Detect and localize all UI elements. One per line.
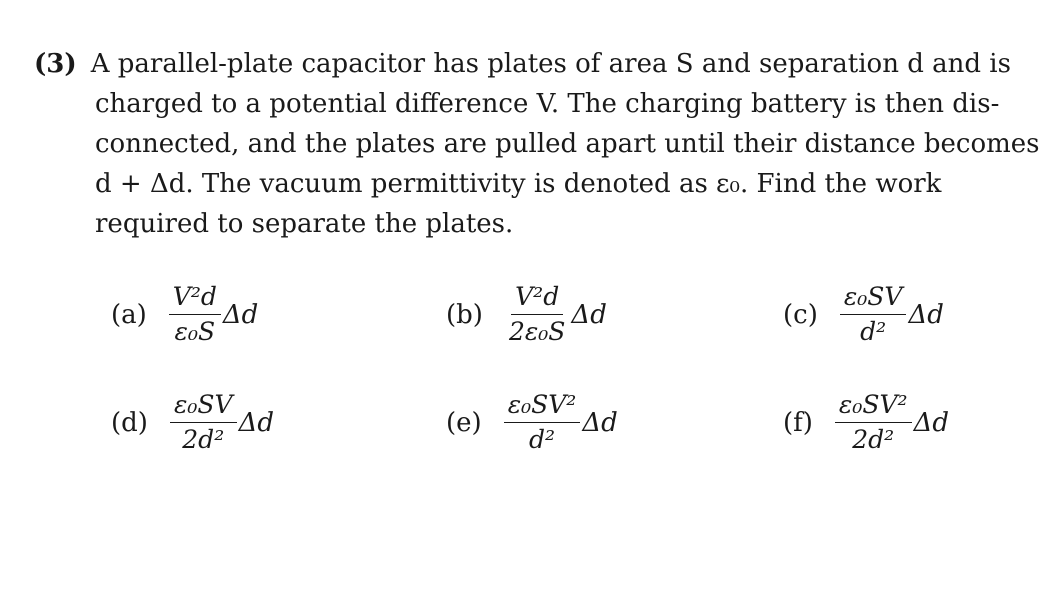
option-fraction xyxy=(835,390,912,455)
problem-number: (3) xyxy=(34,49,77,79)
fraction-denominator: 2d² xyxy=(852,425,895,454)
option-c[interactable] xyxy=(783,282,944,347)
problem-text-line-5: required to separate the plates. xyxy=(95,209,514,239)
option-label: (e) xyxy=(446,407,482,438)
fraction-numerator: V²d xyxy=(169,282,221,315)
option-fraction xyxy=(169,282,221,347)
option-b[interactable] xyxy=(446,282,607,347)
problem-text-line-1: A parallel-plate capacitor has plates of area S and separation d and is xyxy=(90,49,1011,79)
option-fraction xyxy=(505,282,569,347)
option-label: (b) xyxy=(446,299,483,330)
fraction-denominator: d² xyxy=(528,425,556,454)
option-fraction xyxy=(170,390,237,455)
fraction-denominator: d² xyxy=(860,317,887,346)
option-suffix: Δd xyxy=(222,299,259,330)
problem-text-line-2: charged to a potential difference V. The charging battery is then dis- xyxy=(95,89,1000,119)
option-suffix: Δd xyxy=(571,299,607,330)
option-suffix: Δd xyxy=(582,407,618,438)
option-fraction xyxy=(504,390,581,455)
option-label: (c) xyxy=(783,299,818,330)
fraction-numerator: V²d xyxy=(511,282,563,315)
option-label: (d) xyxy=(111,407,148,438)
option-suffix: Δd xyxy=(238,407,274,438)
problem-text-line-4: d + Δd. The vacuum permittivity is denoted as ε₀. Find the work xyxy=(95,169,942,199)
fraction-numerator: ε₀SV xyxy=(170,390,237,423)
fraction-numerator: ε₀SV² xyxy=(835,390,912,423)
option-a[interactable] xyxy=(111,282,258,347)
fraction-numerator: ε₀SV xyxy=(840,282,907,315)
option-f[interactable] xyxy=(783,390,949,455)
problem-text-line-3: connected, and the plates are pulled apart until their distance becomes xyxy=(95,129,1040,159)
option-label: (a) xyxy=(111,299,147,330)
fraction-denominator: ε₀S xyxy=(174,317,216,346)
option-e[interactable] xyxy=(446,390,618,455)
option-d[interactable] xyxy=(111,390,274,455)
option-suffix: Δd xyxy=(913,407,949,438)
fraction-denominator: 2d² xyxy=(182,425,225,454)
option-label: (f) xyxy=(783,407,813,438)
option-suffix: Δd xyxy=(908,299,944,330)
fraction-numerator: ε₀SV² xyxy=(504,390,581,423)
fraction-denominator: 2ε₀S xyxy=(508,317,566,346)
option-fraction xyxy=(840,282,907,347)
